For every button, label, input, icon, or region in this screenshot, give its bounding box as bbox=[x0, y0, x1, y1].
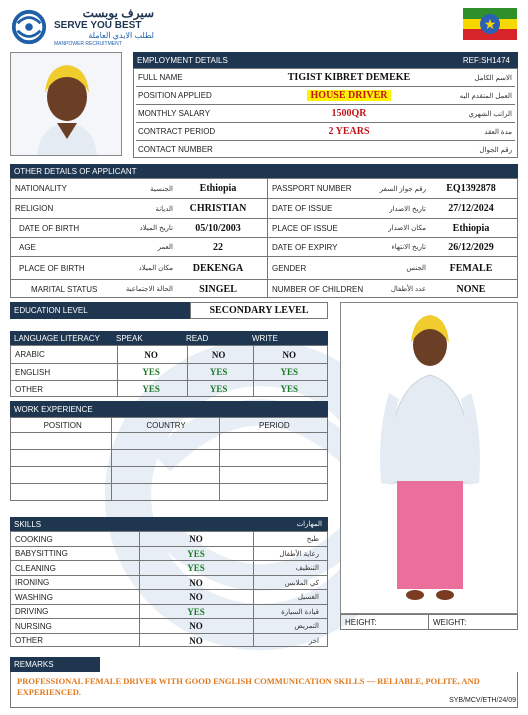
work-col-position: POSITION bbox=[43, 420, 82, 430]
skill-label: BABYSITTING bbox=[15, 549, 68, 558]
gender-value: FEMALE bbox=[449, 262, 493, 274]
work-experience-title: WORK EXPERIENCE bbox=[14, 404, 93, 414]
monthly-salary-ar: الراتب الشهري bbox=[468, 110, 512, 118]
number-of-children-label: NUMBER OF CHILDREN bbox=[272, 284, 364, 294]
language-read: NO bbox=[211, 349, 226, 360]
religion-label: RELIGION bbox=[15, 204, 54, 213]
contract-period-label: CONTRACT PERIOD bbox=[138, 127, 216, 136]
skill-value: YES bbox=[187, 606, 205, 617]
language-name: ARABIC bbox=[15, 350, 45, 359]
date-of-expiry-value: 26/12/2029 bbox=[448, 241, 494, 253]
skill-value: NO bbox=[189, 635, 203, 646]
passport-number-ar: رقم جواز السفر bbox=[379, 185, 426, 193]
date-of-issue-value: 27/12/2024 bbox=[448, 203, 494, 214]
applicant-photo-small bbox=[10, 52, 122, 156]
weight-label: WEIGHT: bbox=[433, 617, 467, 627]
religion-ar: الديانة bbox=[155, 205, 173, 213]
skill-value: NO bbox=[189, 621, 203, 631]
skill-value: NO bbox=[189, 534, 203, 544]
skill-label: WASHING bbox=[15, 592, 53, 602]
language-write: YES bbox=[280, 367, 298, 377]
place-of-issue-label: PLACE OF ISSUE bbox=[272, 223, 338, 233]
skills-table bbox=[10, 531, 328, 647]
date-of-expiry-ar: تاريخ الانتهاء bbox=[391, 244, 426, 251]
work-experience-header bbox=[10, 401, 328, 417]
dob-value: 05/10/2003 bbox=[195, 222, 241, 234]
place-of-birth-label: PLACE OF BIRTH bbox=[19, 263, 85, 273]
height-label: HEIGHT: bbox=[341, 615, 429, 629]
ref-number: REF:SH1474 bbox=[462, 55, 510, 65]
other-details-table bbox=[10, 178, 518, 298]
skill-ar: كي الملابس bbox=[284, 579, 319, 587]
religion-value: CHRISTIAN bbox=[189, 203, 247, 214]
full-name-label: FULL NAME bbox=[138, 73, 183, 82]
place-of-issue-value: Ethiopia bbox=[452, 222, 490, 234]
skill-ar: التنظيف bbox=[295, 565, 319, 572]
skill-ar: اخر bbox=[308, 637, 319, 645]
passport-number-label: PASSPORT NUMBER bbox=[272, 184, 352, 193]
language-name: OTHER bbox=[15, 384, 43, 394]
applicant-photo-full bbox=[340, 302, 518, 614]
language-literacy-title: LANGUAGE LITERACY bbox=[14, 333, 100, 343]
document-code: SYB/MCV/ETH/24/09 bbox=[449, 697, 516, 704]
work-col-country: COUNTRY bbox=[146, 420, 186, 430]
language-write: NO bbox=[282, 349, 296, 360]
language-speak: YES bbox=[142, 384, 160, 394]
marital-status-label: MARITAL STATUS bbox=[31, 284, 98, 294]
marital-status-ar: الحالة الاجتماعية bbox=[125, 286, 173, 293]
employment-details-table bbox=[133, 68, 518, 158]
remarks-title: REMARKS bbox=[14, 660, 54, 669]
skill-label: CLEANING bbox=[15, 563, 56, 573]
agency-arabic-name: سيرف يوبست bbox=[82, 6, 154, 20]
skill-value: NO bbox=[189, 577, 203, 588]
language-literacy-header bbox=[10, 331, 328, 345]
language-write: YES bbox=[280, 384, 298, 394]
agency-arabic-tagline: لطلب الايدي العاملة bbox=[88, 31, 154, 40]
language-read: YES bbox=[209, 367, 228, 377]
flag-star-icon: ★ bbox=[480, 14, 500, 34]
number-of-children-value: NONE bbox=[456, 283, 486, 295]
place-of-birth-ar: مكان الميلاد bbox=[138, 265, 173, 272]
skill-ar: قيادة السيارة bbox=[281, 608, 319, 616]
skill-label: COOKING bbox=[15, 534, 53, 544]
age-ar: العمر bbox=[157, 244, 173, 251]
remarks-text: PROFESSIONAL FEMALE DRIVER WITH GOOD ENGLISH COMMUNICATION SKILLS — RELIABLE, POLITE, AND EXPERIENCED. bbox=[17, 676, 480, 697]
contact-number-label: CONTACT NUMBER bbox=[138, 145, 213, 154]
agency-logo-icon bbox=[10, 8, 48, 46]
skill-ar: الغسيل bbox=[297, 594, 319, 601]
dob-label: DATE OF BIRTH bbox=[19, 223, 80, 233]
ethiopia-flag bbox=[463, 8, 517, 40]
monthly-salary-label: MONTHLY SALARY bbox=[138, 109, 211, 118]
contact-number-ar: رقم الجوال bbox=[479, 146, 512, 154]
education-level-header bbox=[10, 302, 190, 319]
skill-ar: رعاية الأطفال bbox=[279, 550, 319, 558]
nationality-ar: الجنسية bbox=[150, 185, 173, 193]
age-label: AGE bbox=[19, 242, 36, 252]
age-value: 22 bbox=[213, 241, 223, 253]
work-experience-table bbox=[10, 417, 328, 501]
skill-label: NURSING bbox=[15, 621, 52, 631]
agency-logo bbox=[10, 6, 160, 48]
contract-period-ar: مدة العقد bbox=[484, 128, 512, 136]
gender-ar: الجنس bbox=[406, 265, 426, 272]
language-speak: NO bbox=[144, 349, 158, 360]
skills-header bbox=[10, 517, 328, 531]
skills-ar-title: المهارات bbox=[296, 521, 322, 528]
education-level-value: SECONDARY LEVEL bbox=[209, 305, 309, 316]
skill-value: YES bbox=[187, 563, 205, 573]
employment-details-header bbox=[133, 52, 518, 68]
language-col-read: READ bbox=[186, 333, 209, 343]
date-of-issue-ar: تاريخ الاصدار bbox=[389, 205, 426, 213]
position-applied-label: POSITION APPLIED bbox=[138, 91, 212, 100]
position-applied-value: HOUSE DRIVER bbox=[307, 90, 392, 101]
measurements-row bbox=[340, 614, 518, 630]
language-speak: YES bbox=[142, 367, 160, 377]
skill-value: NO bbox=[189, 592, 203, 602]
skill-value: YES bbox=[187, 548, 205, 559]
language-col-write: WRITE bbox=[252, 333, 278, 343]
language-literacy-table bbox=[10, 345, 328, 397]
skill-label: OTHER bbox=[15, 636, 43, 645]
remarks-header bbox=[10, 657, 100, 672]
date-of-issue-label: DATE OF ISSUE bbox=[272, 204, 333, 213]
nationality-value: Ethiopia bbox=[199, 183, 237, 194]
place-of-issue-ar: مكان الاصدار bbox=[388, 225, 426, 232]
nationality-label: NATIONALITY bbox=[15, 184, 67, 193]
skill-label: DRIVING bbox=[15, 607, 49, 616]
full-name-ar: الاسم الكامل bbox=[474, 74, 512, 82]
other-details-header bbox=[10, 164, 518, 178]
marital-status-value: SINGEL bbox=[199, 283, 237, 295]
gender-label: GENDER bbox=[272, 263, 307, 273]
place-of-birth-value: DEKENGA bbox=[192, 262, 244, 274]
date-of-expiry-label: DATE OF EXPIRY bbox=[272, 242, 338, 252]
education-level-title: EDUCATION LEVEL bbox=[14, 306, 88, 315]
skill-ar: التمريض bbox=[294, 623, 319, 630]
language-name: ENGLISH bbox=[15, 367, 51, 377]
other-details-title: OTHER DETAILS OF APPLICANT bbox=[14, 166, 137, 176]
dob-ar: تاريخ الميلاد bbox=[139, 225, 173, 232]
skills-title: SKILLS bbox=[14, 519, 42, 529]
position-applied-ar: العمل المتقدم اليه bbox=[459, 92, 512, 100]
number-of-children-ar: عدد الأطفال bbox=[390, 286, 426, 293]
full-name-value: TIGIST KIBRET DEMEKE bbox=[287, 72, 411, 83]
remarks-box bbox=[10, 672, 518, 708]
passport-number-value: EQ1392878 bbox=[446, 183, 496, 194]
agency-tagline: MANPOWER RECRUITMENT bbox=[54, 41, 122, 47]
work-col-period: PERIOD bbox=[259, 420, 290, 430]
contract-period-value: 2 YEARS bbox=[328, 126, 370, 137]
agency-name: SERVE YOU BEST bbox=[54, 20, 142, 31]
employment-details-title: EMPLOYMENT DETAILS bbox=[137, 55, 228, 65]
monthly-salary-value: 1500QR bbox=[331, 108, 367, 119]
skill-label: IRONING bbox=[15, 578, 50, 587]
skill-ar: طبخ bbox=[306, 536, 319, 543]
language-col-speak: SPEAK bbox=[116, 333, 143, 343]
education-level-value-box bbox=[190, 302, 328, 319]
language-read: YES bbox=[209, 384, 228, 394]
